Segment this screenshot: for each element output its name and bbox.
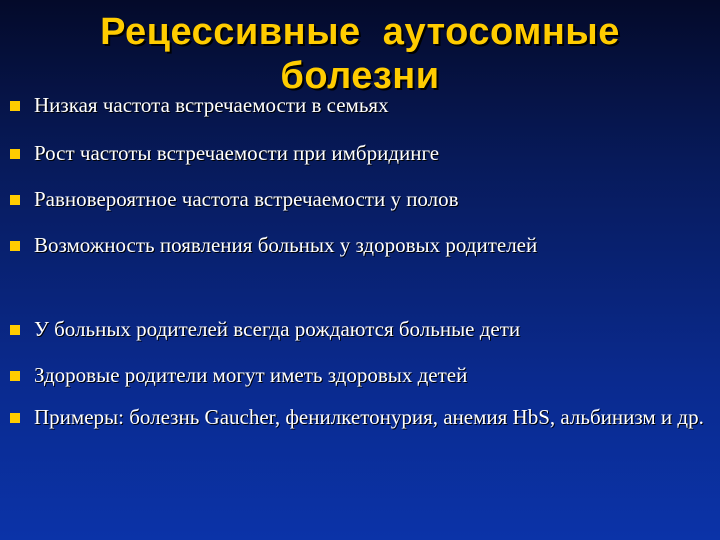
bullet-text: Равновероятное частота встречаемости у полов	[34, 187, 459, 211]
title-line-2: болезни	[280, 55, 440, 97]
square-bullet-icon	[10, 325, 20, 335]
title-line-1: Рецессивные аутосомные	[100, 11, 620, 53]
square-bullet-icon	[10, 101, 20, 111]
square-bullet-icon	[10, 371, 20, 381]
bullet-text: Здоровые родители могут иметь здоровых детей	[34, 363, 468, 387]
bullet-text: Рост частоты встречаемости при имбридинге	[34, 141, 440, 165]
slide-title	[0, 10, 720, 98]
square-bullet-icon	[10, 241, 20, 251]
bullet-text: Возможность появления больных у здоровых родителей	[34, 233, 538, 257]
bullet-text: Низкая частота встречаемости в семьях	[34, 93, 389, 117]
square-bullet-icon	[10, 413, 20, 423]
bullet-text: Примеры: болезнь Gaucher, фенилкетонурия, анемия HbS, альбинизм и др.	[34, 405, 704, 429]
square-bullet-icon	[10, 195, 20, 205]
bullet-text: У больных родителей всегда рождаются больные дети	[34, 317, 521, 341]
square-bullet-icon	[10, 149, 20, 159]
